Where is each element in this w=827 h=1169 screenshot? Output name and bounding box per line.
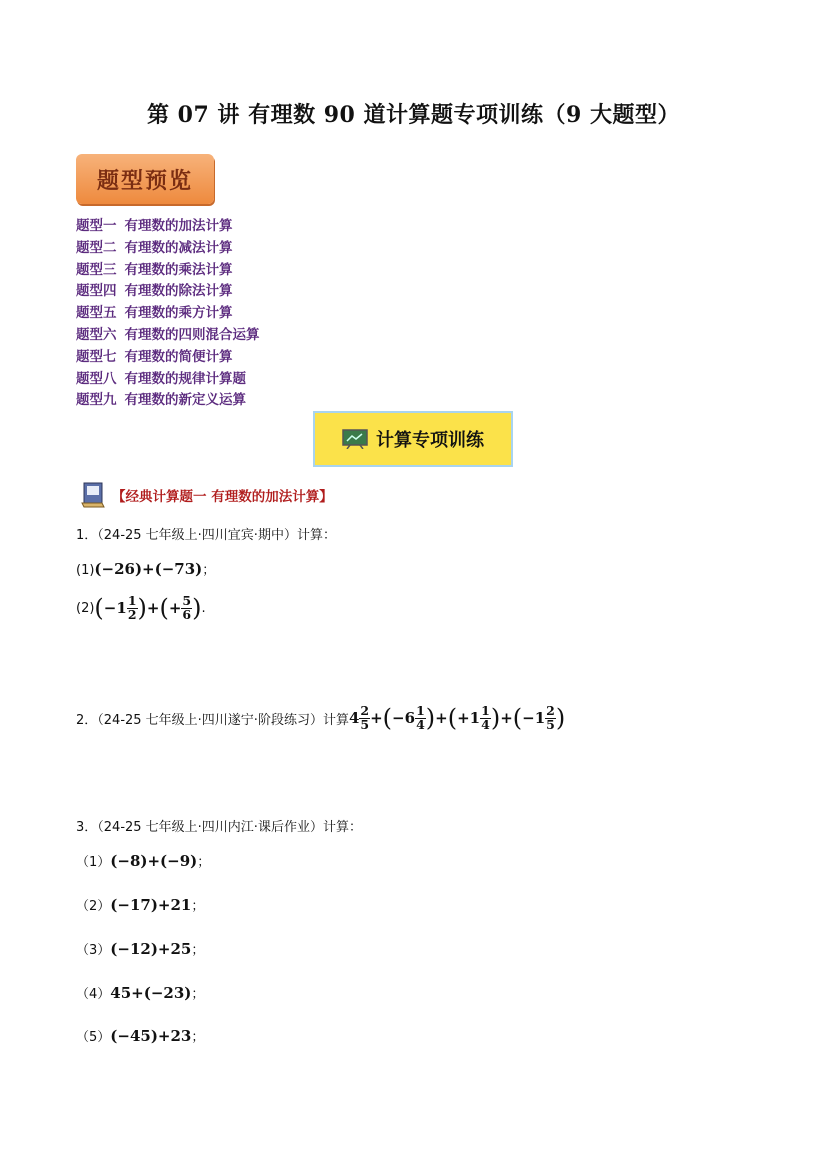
question-1-part-1: (1)(−26)+(−73)； xyxy=(76,560,216,578)
toc-item[interactable]: 题型六 有理数的四则混合运算 xyxy=(76,326,260,343)
question-3-prompt: 3．（24-25 七年级上·四川内江·课后作业）计算： xyxy=(76,820,362,835)
math-expression: 45+(−23) xyxy=(110,984,192,1002)
math-expression: (−26)+(−73) xyxy=(94,560,203,578)
toc-item[interactable]: 题型五 有理数的乘方计算 xyxy=(76,305,233,322)
math-expression: (−12)+25 xyxy=(110,940,192,958)
fraction: $\frac{1}{4}$ xyxy=(481,703,490,732)
page-title: 第 07 讲 有理数 90 道计算题专项训练（9 大题型） xyxy=(147,102,680,128)
topic-list xyxy=(76,214,260,410)
toc-item[interactable]: 题型一 有理数的加法计算 xyxy=(76,218,233,234)
toc-item[interactable]: 题型三 有理数的乘法计算 xyxy=(76,261,233,278)
question-1-part-2: (2) ( −1 $\frac{1}{2}$ ) + ( + $\frac{5}{6}$ ) . xyxy=(76,593,206,622)
fraction: $\frac{2}{5}$ xyxy=(360,703,370,732)
toc-item[interactable]: 题型七 有理数的简便计算 xyxy=(76,348,233,365)
book-icon xyxy=(78,481,106,509)
math-expression: (−8)+(−9) xyxy=(110,852,198,870)
blackboard-icon xyxy=(342,429,368,449)
toc-item[interactable]: 题型八 有理数的规律计算题 xyxy=(76,370,246,387)
section-heading xyxy=(78,481,333,509)
question-1-prompt: 1．（24-25 七年级上·四川宜宾·期中）计算： xyxy=(76,528,336,543)
toc-item[interactable]: 题型四 有理数的除法计算 xyxy=(76,283,233,300)
toc-item[interactable]: 题型九 有理数的新定义运算 xyxy=(76,392,246,409)
question-2: 2．（24-25 七年级上·四川遂宁·阶段练习）计算 4 $\frac{2}{5}$ + ( −6 $\frac{1}{4}$ ) + ( +1 $\frac{1}{4}$ ) + ( −1 $\frac{2}{5}$ ) xyxy=(76,703,566,732)
toc-item[interactable]: 题型二 有理数的减法计算 xyxy=(76,239,233,256)
question-3-part-2: （2）(−17)+21； xyxy=(76,896,205,914)
fraction: $\frac{1}{2}$ xyxy=(127,593,137,622)
fraction: $\frac{2}{5}$ xyxy=(546,703,555,732)
fraction: $\frac{5}{6}$ xyxy=(182,593,192,622)
section-heading-text: 【经典计算题一 有理数的加法计算】 xyxy=(112,489,333,505)
fraction: $\frac{1}{4}$ xyxy=(416,703,425,732)
question-3-part-4: （4）45+(−23)； xyxy=(76,984,205,1002)
math-expression: (−17)+21 xyxy=(110,896,192,914)
question-3-part-5: （5）(−45)+23； xyxy=(76,1027,205,1045)
question-3-part-3: （3）(−12)+25； xyxy=(76,940,205,958)
math-expression: (−45)+23 xyxy=(110,1027,192,1045)
banner-label: 计算专项训练 xyxy=(376,430,484,451)
question-3-part-1: （1）(−8)+(−9)； xyxy=(76,852,211,870)
training-banner xyxy=(313,411,513,467)
preview-badge: 题型预览 xyxy=(76,154,214,204)
